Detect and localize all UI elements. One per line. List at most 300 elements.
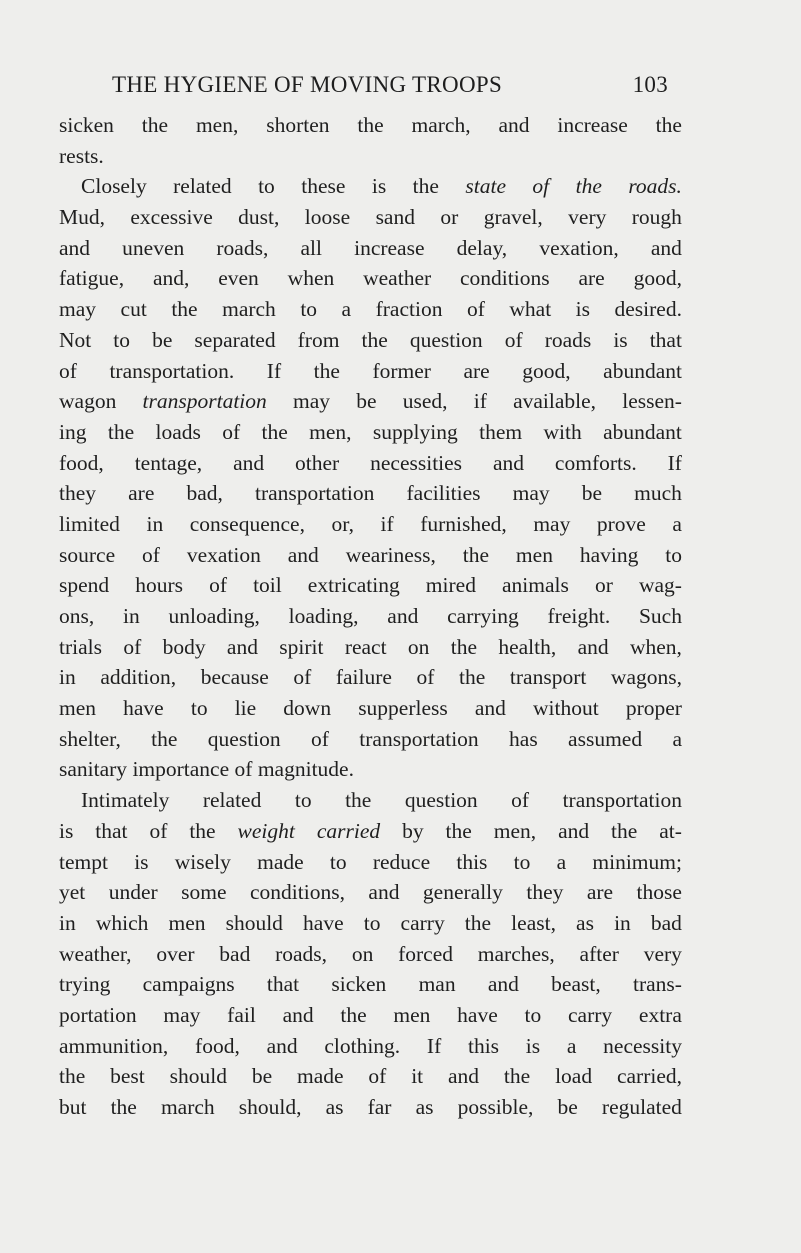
word: if <box>380 511 394 536</box>
word: carry <box>568 1002 613 1027</box>
word: weather, <box>59 941 132 966</box>
word: is <box>371 174 387 199</box>
italic-word: state <box>465 174 506 199</box>
word: carry <box>400 910 445 935</box>
word: men <box>59 696 97 721</box>
word: much <box>634 481 682 506</box>
word: at- <box>659 818 682 843</box>
word: excessive <box>130 205 213 230</box>
word: weather <box>363 266 432 291</box>
word: the <box>445 818 472 843</box>
word: a <box>672 726 682 751</box>
word: to <box>258 174 275 199</box>
word: sanitary <box>59 757 133 782</box>
word: to <box>300 297 318 322</box>
word: when, <box>629 634 682 659</box>
word: a <box>556 849 567 874</box>
word: ammunition, <box>59 1033 169 1058</box>
word: of <box>466 297 485 322</box>
word: rests. <box>59 143 104 168</box>
text-line <box>59 908 682 939</box>
word: and <box>233 450 265 475</box>
word: failure <box>335 665 392 690</box>
word: and <box>498 113 530 137</box>
word: increase <box>354 235 425 260</box>
word: these <box>301 174 346 199</box>
word: they <box>59 481 97 506</box>
word: facilities <box>406 481 481 506</box>
word: the <box>412 174 439 199</box>
word: very <box>568 205 607 230</box>
text-line <box>59 110 682 141</box>
word: may <box>163 1002 201 1027</box>
word: wisely <box>174 849 231 874</box>
italic-word: carried <box>316 818 381 843</box>
word: to <box>329 849 347 874</box>
word: to <box>363 910 381 935</box>
word: least, <box>511 910 556 935</box>
word: in <box>59 665 76 690</box>
word: proper <box>625 696 682 721</box>
word: loading, <box>288 604 359 628</box>
word: question <box>207 726 281 751</box>
word: spend <box>59 573 110 598</box>
word: furnished, <box>420 511 507 536</box>
word: are <box>578 266 605 291</box>
word: the <box>107 419 135 444</box>
word: bad <box>650 910 682 935</box>
body-text <box>59 110 682 1123</box>
word: uneven <box>122 235 185 260</box>
italic-word: of <box>532 174 550 199</box>
word: necessity <box>603 1033 682 1058</box>
word: minimum; <box>592 849 682 874</box>
word: carrying <box>447 604 519 628</box>
word: of <box>504 327 523 352</box>
word: on <box>351 941 374 966</box>
word: is <box>575 297 591 322</box>
word: even <box>218 266 259 291</box>
text-line <box>59 356 682 387</box>
word: supplying <box>372 419 458 444</box>
word: from <box>297 327 340 352</box>
word: transportation <box>562 788 682 813</box>
text-line <box>59 509 682 540</box>
word: tentage, <box>134 450 203 475</box>
word: a <box>341 297 352 322</box>
italic-word: the <box>575 174 602 199</box>
word: that <box>649 327 682 352</box>
word: some <box>181 880 227 905</box>
text-line <box>59 570 682 601</box>
word: roads, <box>216 235 269 260</box>
word: wagons, <box>610 665 682 690</box>
word: yet <box>59 880 86 905</box>
word: beast, <box>551 972 601 997</box>
word: far <box>367 1095 392 1119</box>
word: them <box>479 419 523 444</box>
word: be <box>251 1064 273 1089</box>
word: made <box>257 849 304 874</box>
text-line <box>59 294 682 325</box>
word: spirit <box>279 634 324 659</box>
word: fatigue, <box>59 266 125 291</box>
word: are <box>463 358 490 383</box>
word: and <box>368 880 400 905</box>
word: men, <box>195 113 239 137</box>
text-line <box>59 785 682 816</box>
word: Not <box>59 327 92 352</box>
text-line <box>59 662 682 693</box>
word: made <box>297 1064 344 1089</box>
word: and <box>287 542 319 567</box>
word: men <box>393 1002 431 1027</box>
word: in <box>123 604 140 628</box>
word: prove <box>596 511 646 536</box>
word: importance <box>132 757 235 782</box>
word: load <box>555 1064 593 1089</box>
word: may <box>533 511 571 536</box>
word: may <box>512 481 550 506</box>
text-line <box>59 233 682 264</box>
word: what <box>509 297 552 322</box>
word: should, <box>238 1095 302 1119</box>
word: the <box>171 297 198 322</box>
word: to <box>113 327 131 352</box>
word: may <box>59 297 97 322</box>
word: is <box>134 849 149 874</box>
word: and <box>226 634 258 659</box>
word: question <box>409 327 483 352</box>
word: down <box>283 696 332 721</box>
word: as <box>415 1095 434 1119</box>
word: of <box>222 419 241 444</box>
text-line <box>59 386 682 417</box>
word: available, <box>513 389 597 414</box>
word: health, <box>498 634 557 659</box>
text-line <box>59 693 682 724</box>
word: sand <box>375 205 415 230</box>
word: and <box>59 235 91 260</box>
text-line <box>59 325 682 356</box>
word: cut <box>120 297 147 322</box>
word: good, <box>633 266 682 291</box>
word: other <box>295 450 340 475</box>
word: tempt <box>59 849 108 874</box>
word: march <box>222 297 276 322</box>
word: animals <box>502 573 569 598</box>
word: be <box>152 327 173 352</box>
word: campaigns <box>142 972 235 997</box>
word: which <box>95 910 149 935</box>
word: supperless <box>358 696 448 721</box>
word: and, <box>152 266 190 291</box>
word: they <box>526 880 564 905</box>
word: when <box>287 266 335 291</box>
text-line <box>59 969 682 1000</box>
running-title: THE HYGIENE OF MOVING TROOPS <box>112 72 503 97</box>
italic-word: weight <box>237 818 295 843</box>
running-header <box>112 72 668 98</box>
word: magnitude. <box>257 757 354 782</box>
italic-word: transportation <box>142 389 267 414</box>
word: addition, <box>100 665 177 690</box>
word: in <box>146 511 164 536</box>
word: If <box>667 450 682 475</box>
word: vexation <box>186 542 261 567</box>
word: conditions, <box>249 880 345 905</box>
word: limited <box>59 511 120 536</box>
text-line <box>59 632 682 663</box>
word: march, <box>411 113 471 137</box>
word: rough <box>631 205 682 230</box>
word: the <box>340 1002 367 1027</box>
word: marches, <box>477 941 555 966</box>
word: or <box>594 573 613 598</box>
text-line <box>59 877 682 908</box>
word: all <box>300 235 322 260</box>
word: and <box>282 1002 314 1027</box>
word: have <box>457 1002 498 1027</box>
word: comforts. <box>554 450 637 475</box>
word: very <box>643 941 682 966</box>
word: of <box>416 665 435 690</box>
word: men <box>168 910 206 935</box>
word: good, <box>522 358 571 383</box>
word: toil <box>253 573 282 598</box>
text-line <box>59 141 682 172</box>
word: the <box>611 818 638 843</box>
word: have <box>303 910 344 935</box>
word: delay, <box>456 235 508 260</box>
word: as <box>576 910 594 935</box>
text-line <box>59 1000 682 1031</box>
word: loose <box>304 205 351 230</box>
word: If <box>266 358 282 383</box>
word: is <box>525 1033 541 1058</box>
word: vexation, <box>539 235 619 260</box>
text-line <box>59 448 682 479</box>
word: Mud, <box>59 205 105 230</box>
word: and <box>492 450 525 475</box>
text-line <box>59 171 682 202</box>
word: to <box>513 849 531 874</box>
word: wag- <box>638 573 682 598</box>
word: clothing. <box>324 1033 401 1058</box>
text-line <box>59 754 682 785</box>
word: wagon <box>59 389 117 414</box>
word: that <box>95 818 128 843</box>
word: and <box>577 634 609 659</box>
word: are <box>128 481 155 506</box>
word: generally <box>422 880 503 905</box>
word: a <box>672 511 682 536</box>
word: be <box>581 481 603 506</box>
word: be <box>557 1095 578 1119</box>
text-line <box>59 1061 682 1092</box>
word: or, <box>331 511 354 536</box>
word: regulated <box>601 1095 682 1119</box>
word: the <box>503 1064 531 1089</box>
word: freight. <box>547 604 611 628</box>
text-line <box>59 816 682 847</box>
word: without <box>533 696 599 721</box>
word: to <box>665 542 682 567</box>
word: sicken <box>59 113 114 137</box>
word: and <box>487 972 519 997</box>
word: to <box>524 1002 542 1027</box>
word: those <box>636 880 682 905</box>
word: in <box>59 910 76 935</box>
word: the <box>261 419 288 444</box>
word: is <box>59 818 74 843</box>
word: the <box>141 113 169 137</box>
word: because <box>200 665 269 690</box>
word: the <box>59 1064 86 1089</box>
word: of <box>293 665 312 690</box>
word: shelter, <box>59 726 121 751</box>
word: Closely <box>81 174 147 199</box>
word: should <box>169 1064 227 1089</box>
word: the <box>655 113 682 137</box>
word: consequence, <box>189 511 305 536</box>
word: the <box>357 113 384 137</box>
word: are <box>586 880 614 905</box>
word: sicken <box>331 972 387 997</box>
word: related <box>173 174 232 199</box>
word: or <box>440 205 459 230</box>
word: unloading, <box>168 604 260 628</box>
word: the <box>345 788 372 813</box>
word: bad, <box>186 481 223 506</box>
word: of <box>59 358 77 383</box>
word: source <box>59 542 116 567</box>
word: Intimately <box>81 788 170 813</box>
word: loads <box>155 419 201 444</box>
word: men <box>515 542 553 567</box>
word: necessities <box>370 450 463 475</box>
word: on <box>407 634 430 659</box>
word: and <box>387 604 419 628</box>
word: shorten <box>266 113 330 137</box>
word: lessen- <box>622 389 682 414</box>
word: possible, <box>457 1095 534 1119</box>
word: increase <box>557 113 628 137</box>
word: trials <box>59 634 102 659</box>
word: as <box>325 1095 344 1119</box>
word: of <box>368 1064 387 1089</box>
text-line <box>59 601 682 632</box>
word: fail <box>227 1002 256 1027</box>
word: food, <box>59 450 104 475</box>
word: mired <box>425 573 476 598</box>
word: Such <box>638 604 682 628</box>
word: and <box>474 696 506 721</box>
text-line <box>59 939 682 970</box>
word: transportation <box>254 481 375 506</box>
word: under <box>108 880 158 905</box>
word: question <box>404 788 478 813</box>
word: having <box>579 542 639 567</box>
word: gravel, <box>483 205 543 230</box>
word: the <box>361 327 388 352</box>
word: the <box>450 634 478 659</box>
text-line <box>59 1031 682 1062</box>
text-line <box>59 202 682 233</box>
word: assumed <box>568 726 643 751</box>
text-line <box>59 417 682 448</box>
word: lie <box>234 696 257 721</box>
word: man <box>418 972 456 997</box>
word: the <box>110 1095 137 1119</box>
text-line <box>59 478 682 509</box>
word: body <box>162 634 206 659</box>
text-line <box>59 540 682 571</box>
word: forced <box>398 941 453 966</box>
word: related <box>202 788 262 813</box>
word: it <box>411 1064 424 1089</box>
word: with <box>543 419 582 444</box>
text-line <box>59 263 682 294</box>
word: extricating <box>307 573 400 598</box>
word: react <box>344 634 387 659</box>
word: of <box>209 573 227 598</box>
word: this <box>456 849 488 874</box>
word: if <box>473 389 487 414</box>
word: to <box>190 696 208 721</box>
word: over <box>156 941 195 966</box>
word: fraction <box>375 297 443 322</box>
word: this <box>467 1033 500 1058</box>
word: transport <box>509 665 587 690</box>
word: dust, <box>238 205 280 230</box>
italic-word: roads. <box>628 174 682 199</box>
word: be <box>356 389 377 414</box>
word: If <box>426 1033 442 1058</box>
word: of <box>511 788 530 813</box>
word: a <box>566 1033 577 1058</box>
word: former <box>372 358 431 383</box>
word: extra <box>638 1002 682 1027</box>
word: roads <box>544 327 592 352</box>
word: the <box>462 542 490 567</box>
word: of <box>234 757 258 782</box>
word: have <box>123 696 164 721</box>
word: used, <box>402 389 448 414</box>
word: and <box>266 1033 298 1058</box>
word: in <box>614 910 631 935</box>
word: by <box>402 818 424 843</box>
word: reduce <box>372 849 431 874</box>
word: has <box>509 726 538 751</box>
word: of <box>123 634 142 659</box>
word: abundant <box>603 358 682 383</box>
word: after <box>579 941 619 966</box>
word: hours <box>135 573 184 598</box>
word: abundant <box>603 419 682 444</box>
word: is <box>613 327 628 352</box>
word: and <box>448 1064 480 1089</box>
word: of <box>311 726 329 751</box>
text-line <box>59 1092 682 1123</box>
word: portation <box>59 1002 137 1027</box>
word: carried, <box>616 1064 682 1089</box>
word: the <box>151 726 178 751</box>
word: weariness, <box>345 542 436 567</box>
word: desired. <box>614 297 682 322</box>
word: roads, <box>275 941 328 966</box>
text-line <box>59 724 682 755</box>
